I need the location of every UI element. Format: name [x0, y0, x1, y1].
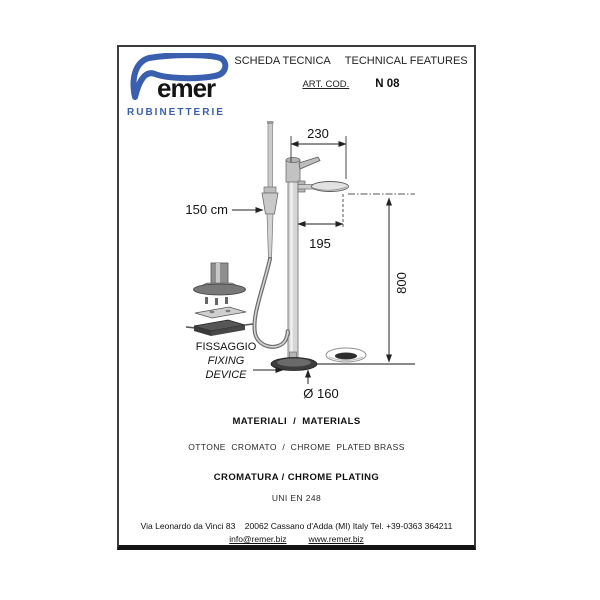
dim-label-160: Ø 160: [303, 386, 339, 401]
footer-email-link[interactable]: info@remer.biz: [229, 534, 287, 544]
article-code-row: [235, 78, 467, 90]
mixer-body: [286, 160, 300, 182]
drain-plug-center: [335, 353, 357, 360]
remer-logo-icon: [127, 53, 233, 101]
sheet-title: [235, 55, 467, 67]
fixing-label-it: FISSAGGIO: [195, 341, 257, 353]
base-plate-highlight: [277, 359, 311, 367]
footer-links: [119, 534, 474, 544]
handshower-holder: [264, 187, 276, 193]
riser-cap: [267, 121, 274, 124]
handshower-grip: [267, 214, 273, 259]
footer-address: Via Leonardo da Vinci 83 20062 Cassano d'Adda (MI) Italy Tel. +39-0363 364211: [140, 521, 453, 531]
dim-label-195: 195: [309, 236, 331, 251]
dim-label-800: 800: [394, 272, 409, 294]
logo-wordmark: emer: [157, 73, 216, 101]
materials-value: OTTONE CROMATO / CHROME PLATED BRASS: [188, 442, 405, 452]
title-italian: SCHEDA TECNICA: [234, 55, 331, 67]
remer-logo: [127, 53, 239, 118]
mixer-cap: [286, 157, 300, 162]
lever-handle: [299, 157, 320, 169]
logo-subtitle: RUBINETTERIE: [127, 107, 225, 118]
spec-sheet: [117, 45, 476, 550]
art-cod-value: N 08: [375, 78, 400, 90]
title-english: TECHNICAL FEATURES: [344, 55, 468, 67]
art-cod-label: ART. COD.: [302, 79, 350, 90]
column-highlight: [291, 165, 293, 359]
materials-title: MATERIALI / MATERIALS: [232, 416, 361, 427]
plating-title: CROMATURA / CHROME PLATING: [213, 472, 380, 483]
riser-rod: [268, 123, 273, 189]
fixing-label-en1: FIXING: [207, 355, 245, 367]
footer-website-link[interactable]: www.remer.biz: [308, 534, 364, 544]
dim-label-150cm: 150 cm: [185, 202, 228, 217]
plating-value: UNI EN 248: [271, 493, 322, 503]
shower-hose: [254, 259, 288, 347]
dim-label-230: 230: [307, 126, 329, 141]
fixing-label-en2: DEVICE: [205, 369, 247, 381]
handshower-head: [262, 193, 278, 214]
technical-drawing: [149, 117, 439, 417]
fixing-device-exploded: [186, 263, 253, 336]
